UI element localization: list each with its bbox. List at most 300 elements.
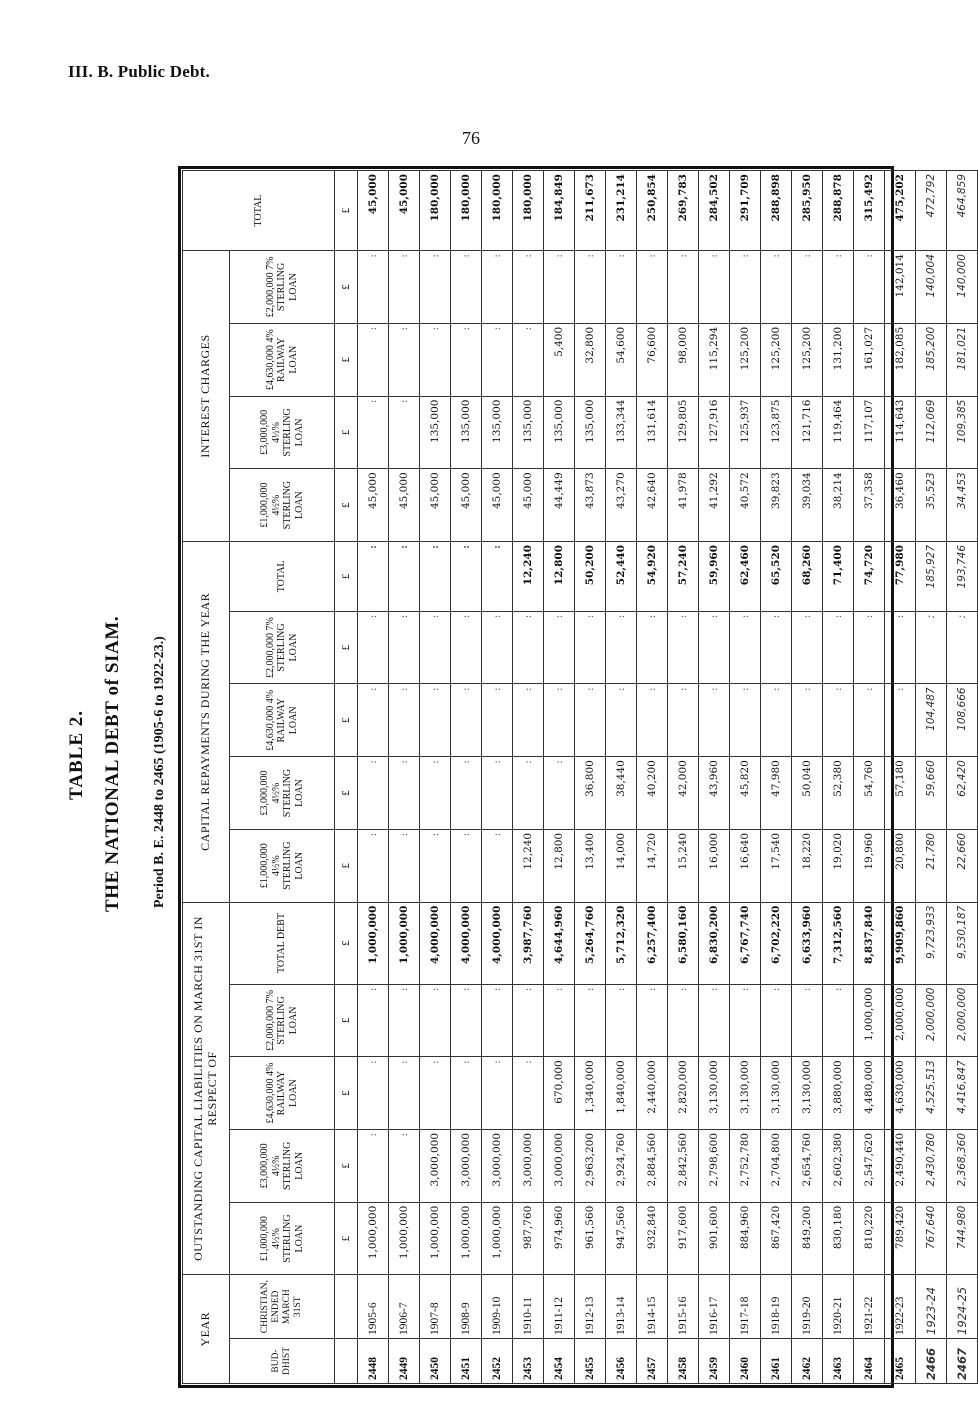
value-cell: : [730,984,761,1057]
christian-year-cell: 1915-16 [668,1275,699,1339]
value-cell: : [606,684,637,757]
buddhist-year-cell: 2459 [699,1338,730,1383]
value-cell: 22,660 [947,829,978,902]
value-cell: : [916,611,947,684]
value-cell: 112,069 [916,396,947,469]
value-cell: 250,854 [637,171,668,251]
value-cell: : [637,684,668,757]
buddhist-year-cell: 2451 [451,1338,482,1383]
page-number: 76 [462,128,480,148]
value-cell: 1,000,000 [854,984,885,1057]
value-cell: 135,000 [513,396,544,469]
period-caption: Period B. E. 2448 to 2465 (1905-6 to 1922-23.) [152,636,167,908]
christian-year-cell: 1906-7 [389,1275,420,1339]
value-cell: 57,180 [885,757,916,830]
buddhist-year-cell: 2454 [544,1338,575,1383]
value-cell: 464,859 [947,171,978,251]
value-cell: 3,000,000 [451,1129,482,1202]
value-cell: : [420,323,451,396]
value-cell: : [389,542,420,612]
value-cell: 987,760 [513,1202,544,1275]
value-cell: : [420,251,451,324]
value-cell: 211,673 [575,171,606,251]
value-cell: 4,525,513 [916,1057,947,1130]
units-cell: £ [335,902,358,984]
value-cell: 19,960 [854,829,885,902]
value-cell: 39,823 [761,469,792,542]
table-row [947,171,978,1384]
value-cell: : [575,984,606,1057]
value-cell: : [575,684,606,757]
buddhist-year-cell: 2464 [854,1338,885,1383]
buddhist-year-header: BUD- DHIST [230,1338,335,1383]
value-cell: : [730,251,761,324]
value-cell: 2,924,760 [606,1129,637,1202]
value-cell: : [389,757,420,830]
buddhist-year-cell: 2462 [792,1338,823,1383]
value-cell: 45,000 [420,469,451,542]
christian-year-cell: 1919-20 [792,1275,823,1339]
units-cell-empty [335,1338,358,1383]
value-cell: : [513,323,544,396]
value-cell: : [389,1129,420,1202]
value-cell: : [885,611,916,684]
value-cell: : [482,251,513,324]
int-2m-loan-header: £2,000,000 7% STERLING LOAN [230,251,335,324]
table-row [482,171,513,1384]
value-cell: 6,257,400 [637,902,668,984]
value-cell: : [637,611,668,684]
buddhist-year-cell: 2466 [916,1338,947,1383]
value-cell: : [823,684,854,757]
buddhist-year-cell: 2456 [606,1338,637,1383]
value-cell: 131,200 [823,323,854,396]
value-cell: 3,000,000 [482,1129,513,1202]
christian-year-cell: 1914-15 [637,1275,668,1339]
value-cell: 2,820,000 [668,1057,699,1130]
value-cell: 4,630,000 [885,1057,916,1130]
value-cell: 3,130,000 [699,1057,730,1130]
value-cell: 9,909,860 [885,902,916,984]
value-cell: 108,666 [947,684,978,757]
buddhist-year-cell: 2463 [823,1338,854,1383]
value-cell: : [389,1057,420,1130]
liab-2m-loan-header: £2,000,000 7% STERLING LOAN [230,984,335,1057]
value-cell: 16,000 [699,829,730,902]
value-cell: 8,837,840 [854,902,885,984]
christian-year-cell: 1907-8 [420,1275,451,1339]
value-cell: : [420,1057,451,1130]
table-row [730,171,761,1384]
value-cell: : [482,611,513,684]
christian-year-cell: 1911-12 [544,1275,575,1339]
table-row [699,171,730,1384]
value-cell: 43,270 [606,469,637,542]
value-cell: 284,502 [699,171,730,251]
christian-year-cell: 1905-6 [358,1275,389,1339]
value-cell: : [699,984,730,1057]
table-title: TABLE 2. [66,709,87,800]
value-cell: : [358,542,389,612]
value-cell: 2,000,000 [885,984,916,1057]
table-row [668,171,699,1384]
value-cell: 125,200 [730,323,761,396]
value-cell: 98,000 [668,323,699,396]
value-cell: 104,487 [916,684,947,757]
christian-year-header: CHRISTIAN, ENDED MARCH 31ST [230,1275,335,1339]
value-cell: : [792,611,823,684]
christian-year-cell: 1920-21 [823,1275,854,1339]
value-cell: 41,292 [699,469,730,542]
units-row [335,171,358,1384]
value-cell: : [420,684,451,757]
value-cell: 2,752,780 [730,1129,761,1202]
value-cell: 4,416,847 [947,1057,978,1130]
value-cell: 59,960 [699,542,730,612]
value-cell: : [761,684,792,757]
value-cell: : [637,251,668,324]
table-row [420,171,451,1384]
value-cell: 181,021 [947,323,978,396]
value-cell: 54,920 [637,542,668,612]
value-cell: : [358,829,389,902]
table-row [916,171,947,1384]
value-cell: 65,520 [761,542,792,612]
value-cell: : [482,542,513,612]
value-cell: 6,702,220 [761,902,792,984]
value-cell: 114,643 [885,396,916,469]
repayments-group-header: CAPITAL REPAYMENTS DURING THE YEAR [183,542,230,903]
value-cell: : [420,611,451,684]
value-cell: 47,980 [761,757,792,830]
value-cell: : [358,251,389,324]
value-cell: : [513,251,544,324]
value-cell: 1,000,000 [389,1202,420,1275]
value-cell: 6,633,960 [792,902,823,984]
value-cell: 231,214 [606,171,637,251]
value-cell: 1,340,000 [575,1057,606,1130]
value-cell: 45,000 [451,469,482,542]
value-cell: 6,767,740 [730,902,761,984]
units-cell: £ [335,829,358,902]
christian-year-cell: 1923-24 [916,1275,947,1339]
value-cell: : [513,1057,544,1130]
value-cell: 288,898 [761,171,792,251]
value-cell: : [389,396,420,469]
value-cell: 961,560 [575,1202,606,1275]
value-cell: 182,085 [885,323,916,396]
value-cell: : [420,984,451,1057]
table-row [513,171,544,1384]
value-cell: : [451,984,482,1057]
value-cell: : [699,611,730,684]
value-cell: 45,000 [389,469,420,542]
value-cell: 20,800 [885,829,916,902]
christian-year-cell: 1913-14 [606,1275,637,1339]
value-cell: : [358,1057,389,1130]
units-cell: £ [335,323,358,396]
value-cell: : [389,323,420,396]
value-cell: : [668,611,699,684]
value-cell: 74,720 [854,542,885,612]
units-cell-empty [335,1275,358,1339]
value-cell: 19,020 [823,829,854,902]
value-cell: : [420,542,451,612]
value-cell: 884,960 [730,1202,761,1275]
value-cell: 2,842,560 [668,1129,699,1202]
value-cell: 9,723,933 [916,902,947,984]
value-cell: 40,572 [730,469,761,542]
value-cell: : [420,829,451,902]
value-cell: 9,530,187 [947,902,978,984]
value-cell: 185,200 [916,323,947,396]
value-cell: 7,312,560 [823,902,854,984]
value-cell: : [544,757,575,830]
value-cell: 5,712,320 [606,902,637,984]
value-cell: 44,449 [544,469,575,542]
value-cell: 185,927 [916,542,947,612]
value-cell: : [606,251,637,324]
value-cell: : [947,611,978,684]
table-row [575,171,606,1384]
value-cell: 180,000 [482,171,513,251]
value-cell: 5,400 [544,323,575,396]
value-cell: 1,000,000 [482,1202,513,1275]
value-cell: 135,000 [482,396,513,469]
value-cell: 974,960 [544,1202,575,1275]
buddhist-year-cell: 2450 [420,1338,451,1383]
value-cell: 135,000 [420,396,451,469]
value-cell: : [606,611,637,684]
value-cell: 123,875 [761,396,792,469]
value-cell: 68,260 [792,542,823,612]
value-cell: : [482,1057,513,1130]
buddhist-year-cell: 2458 [668,1338,699,1383]
value-cell: : [451,757,482,830]
value-cell: 131,614 [637,396,668,469]
value-cell: 38,440 [606,757,637,830]
value-cell: : [451,251,482,324]
value-cell: 14,720 [637,829,668,902]
value-cell: : [451,611,482,684]
value-cell: 193,746 [947,542,978,612]
table-row [389,171,420,1384]
buddhist-year-cell: 2460 [730,1338,761,1383]
value-cell: 52,440 [606,542,637,612]
value-cell: 12,800 [544,542,575,612]
value-cell: 2,440,000 [637,1057,668,1130]
units-cell: £ [335,251,358,324]
value-cell: 41,978 [668,469,699,542]
value-cell: 71,400 [823,542,854,612]
value-cell: 3,130,000 [761,1057,792,1130]
table-row [637,171,668,1384]
value-cell: 4,000,000 [420,902,451,984]
value-cell: 2,368,360 [947,1129,978,1202]
value-cell: 125,200 [761,323,792,396]
value-cell: 670,000 [544,1057,575,1130]
value-cell: : [668,684,699,757]
value-cell: 125,937 [730,396,761,469]
value-cell: 1,000,000 [389,902,420,984]
value-cell: 161,027 [854,323,885,396]
rep-1m-loan-header: £1,000,000 4½% STERLING LOAN [230,829,335,902]
units-cell: £ [335,396,358,469]
section-title: III. B. Public Debt. [68,62,210,81]
value-cell: 36,800 [575,757,606,830]
value-cell: 180,000 [420,171,451,251]
table-row [606,171,637,1384]
christian-year-cell: 1924-25 [947,1275,978,1339]
value-cell: 947,560 [606,1202,637,1275]
christian-year-cell: 1918-19 [761,1275,792,1339]
value-cell: 3,130,000 [730,1057,761,1130]
value-cell: 45,000 [358,171,389,251]
value-cell: 50,200 [575,542,606,612]
value-cell: 475,202 [885,171,916,251]
value-cell: : [451,684,482,757]
value-cell: : [668,251,699,324]
value-cell: 830,180 [823,1202,854,1275]
value-cell: 135,000 [451,396,482,469]
value-cell: 184,849 [544,171,575,251]
value-cell: 35,523 [916,469,947,542]
value-cell: 901,600 [699,1202,730,1275]
value-cell: 867,420 [761,1202,792,1275]
value-cell: : [482,323,513,396]
value-cell: : [823,984,854,1057]
value-cell: 57,240 [668,542,699,612]
christian-year-cell: 1916-17 [699,1275,730,1339]
int-railway-loan-header: £4,630,000 4% RAILWAY LOAN [230,323,335,396]
value-cell: : [699,684,730,757]
value-cell: 2,000,000 [947,984,978,1057]
units-cell: £ [335,542,358,612]
value-cell: : [451,323,482,396]
value-cell: 15,240 [668,829,699,902]
value-cell: 917,600 [668,1202,699,1275]
value-cell: 54,760 [854,757,885,830]
units-cell: £ [335,469,358,542]
value-cell: : [575,251,606,324]
value-cell: 3,000,000 [513,1129,544,1202]
value-cell: 2,704,800 [761,1129,792,1202]
value-cell: : [606,984,637,1057]
value-cell: : [885,684,916,757]
value-cell: 1,840,000 [606,1057,637,1130]
value-cell: 76,600 [637,323,668,396]
value-cell: 45,820 [730,757,761,830]
value-cell: : [389,251,420,324]
value-cell: 142,014 [885,251,916,324]
rep-railway-loan-header: £4,630,000 4% RAILWAY LOAN [230,684,335,757]
christian-year-cell: 1917-18 [730,1275,761,1339]
value-cell: 133,344 [606,396,637,469]
value-cell: 2,490,440 [885,1129,916,1202]
value-cell: 1,000,000 [420,1202,451,1275]
value-cell: 45,000 [513,469,544,542]
value-cell: 3,000,000 [544,1129,575,1202]
value-cell: 180,000 [513,171,544,251]
value-cell: 43,960 [699,757,730,830]
value-cell: : [358,396,389,469]
value-cell: : [668,984,699,1057]
value-cell: 135,000 [575,396,606,469]
value-cell: 288,878 [823,171,854,251]
value-cell: : [792,684,823,757]
value-cell: 17,540 [761,829,792,902]
value-cell: 2,654,760 [792,1129,823,1202]
table-row [885,171,916,1384]
value-cell: 45,000 [358,469,389,542]
value-cell: 140,000 [947,251,978,324]
value-cell: : [854,684,885,757]
christian-year-cell: 1910-11 [513,1275,544,1339]
table-row [358,171,389,1384]
value-cell: : [730,611,761,684]
value-cell: : [761,611,792,684]
liabilities-group-header: OUTSTANDING CAPITAL LIABILITIES ON MARCH 31ST IN RESPECT OF [183,902,230,1275]
value-cell: 50,040 [792,757,823,830]
value-cell: : [513,611,544,684]
units-cell: £ [335,1057,358,1130]
value-cell: 37,358 [854,469,885,542]
value-cell: 2,547,620 [854,1129,885,1202]
value-cell: 5,264,760 [575,902,606,984]
value-cell: 12,240 [513,542,544,612]
int-3m-loan-header: £3,000,000 4½% STERLING LOAN [230,396,335,469]
value-cell: 4,480,000 [854,1057,885,1130]
value-cell: 6,830,200 [699,902,730,984]
value-cell: 2,798,600 [699,1129,730,1202]
value-cell: : [761,251,792,324]
value-cell: 2,963,200 [575,1129,606,1202]
value-cell: : [513,684,544,757]
value-cell: : [389,984,420,1057]
value-cell: 12,240 [513,829,544,902]
buddhist-year-cell: 2465 [885,1338,916,1383]
value-cell: 140,004 [916,251,947,324]
christian-year-cell: 1921-22 [854,1275,885,1339]
liab-1m-loan-header: £1,000,000 4½% STERLING LOAN [230,1202,335,1275]
value-cell: : [451,829,482,902]
liab-railway-loan-header: £4,630,000 4% RAILWAY LOAN [230,1057,335,1130]
value-cell: : [792,251,823,324]
value-cell: : [544,684,575,757]
value-cell: : [513,984,544,1057]
value-cell: 4,644,960 [544,902,575,984]
value-cell: 291,709 [730,171,761,251]
table-row [823,171,854,1384]
year-group-header: YEAR [183,1275,230,1384]
value-cell: 21,780 [916,829,947,902]
table-subtitle: THE NATIONAL DEBT of SIAM. [102,615,123,912]
buddhist-year-cell: 2449 [389,1338,420,1383]
christian-year-cell: 1912-13 [575,1275,606,1339]
value-cell: : [823,611,854,684]
value-cell: : [699,251,730,324]
value-cell: 12,800 [544,829,575,902]
christian-year-cell: 1909-10 [482,1275,513,1339]
buddhist-year-cell: 2455 [575,1338,606,1383]
value-cell: : [358,1129,389,1202]
value-cell: 2,884,560 [637,1129,668,1202]
value-cell: : [854,251,885,324]
value-cell: 77,980 [885,542,916,612]
value-cell: : [358,611,389,684]
buddhist-year-cell: 2457 [637,1338,668,1383]
value-cell: : [637,984,668,1057]
